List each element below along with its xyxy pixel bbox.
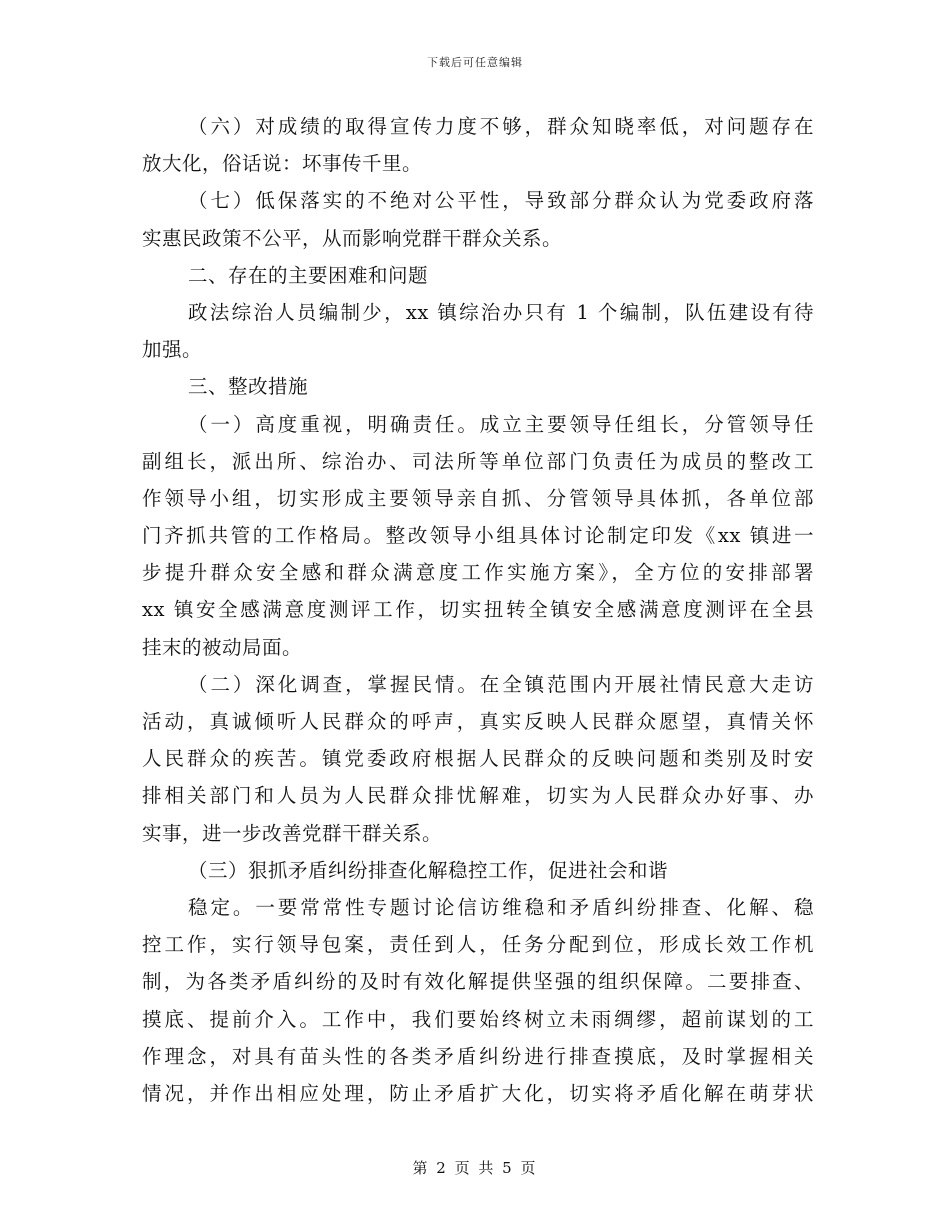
page-footer: 第 2 页 共 5 页 bbox=[412, 1159, 538, 1177]
text-line: xx 镇安全感满意度测评工作，切实扭转全镇安全感满意度测评在全县 bbox=[142, 598, 814, 622]
text-line: 政法综治人员编制少，xx 镇综治办只有 1 个编制，队伍建设有待 bbox=[188, 300, 814, 324]
text-line: （七）低保落实的不绝对公平性，导致部分群众认为党委政府落 bbox=[188, 189, 814, 213]
text-line: 加强。 bbox=[142, 338, 203, 362]
text-line: 情况，并作出相应处理，防止矛盾扩大化，切实将矛盾化解在萌芽状 bbox=[142, 1081, 814, 1105]
text-line: 副组长，派出所、综治办、司法所等单位部门负责任为成员的整改工 bbox=[142, 449, 814, 473]
text-line: 门齐抓共管的工作格局。整改领导小组具体讨论制定印发《xx 镇进一 bbox=[142, 524, 814, 548]
text-line: 活动，真诚倾听人民群众的呼声，真实反映人民群众愿望，真情关怀 bbox=[142, 710, 814, 733]
text-line: （六）对成绩的取得宣传力度不够，群众知晓率低，对问题存在 bbox=[188, 115, 814, 138]
text-line: （三）狠抓矛盾纠纷排查化解稳控工作，促进社会和谐 bbox=[188, 858, 669, 882]
text-line: 挂末的被动局面。 bbox=[142, 635, 303, 659]
text-line: 人民群众的疾苦。镇党委政府根据人民群众的反映问题和类别及时安 bbox=[142, 747, 814, 771]
text-line: 三、整改措施 bbox=[188, 375, 309, 399]
text-line: 二、存在的主要困难和问题 bbox=[188, 263, 429, 287]
page-header: 下载后可任意编辑 bbox=[427, 56, 523, 69]
text-line: （二）深化调查，掌握民情。在全镇范围内开展社情民意大走访 bbox=[188, 672, 814, 696]
text-line: 作领导小组，切实形成主要领导亲自抓、分管领导具体抓，各单位部 bbox=[142, 486, 814, 510]
text-line: 制，为各类矛盾纠纷的及时有效化解提供坚强的组织保障。二要排查、 bbox=[142, 970, 814, 994]
text-line: 步提升群众安全感和群众满意度工作实施方案》，全方位的安排部署 bbox=[142, 561, 814, 585]
text-line: 实惠民政策不公平，从而影响党群干群众关系。 bbox=[142, 226, 563, 250]
text-line: 放大化，俗话说：坏事传千里。 bbox=[142, 152, 423, 176]
text-line: 控工作，实行领导包案，责任到人，任务分配到位，形成长效工作机 bbox=[142, 933, 814, 957]
text-line: 稳定。一要常常性专题讨论信访维稳和矛盾纠纷排查、化解、稳 bbox=[188, 895, 814, 919]
text-line: 排相关部门和人员为人民群众排忧解难，切实为人民群众办好事、办 bbox=[142, 784, 814, 808]
text-line: 摸底、提前介入。工作中，我们要始终树立未雨绸缪，超前谋划的工 bbox=[142, 1007, 814, 1031]
document-body bbox=[142, 108, 814, 1112]
text-line: 实事，进一步改善党群干群关系。 bbox=[142, 821, 443, 845]
text-line: （一）高度重视，明确责任。成立主要领导任组长，分管领导任 bbox=[188, 412, 814, 436]
text-line: 作理念，对具有苗头性的各类矛盾纠纷进行排查摸底，及时掌握相关 bbox=[142, 1044, 814, 1068]
